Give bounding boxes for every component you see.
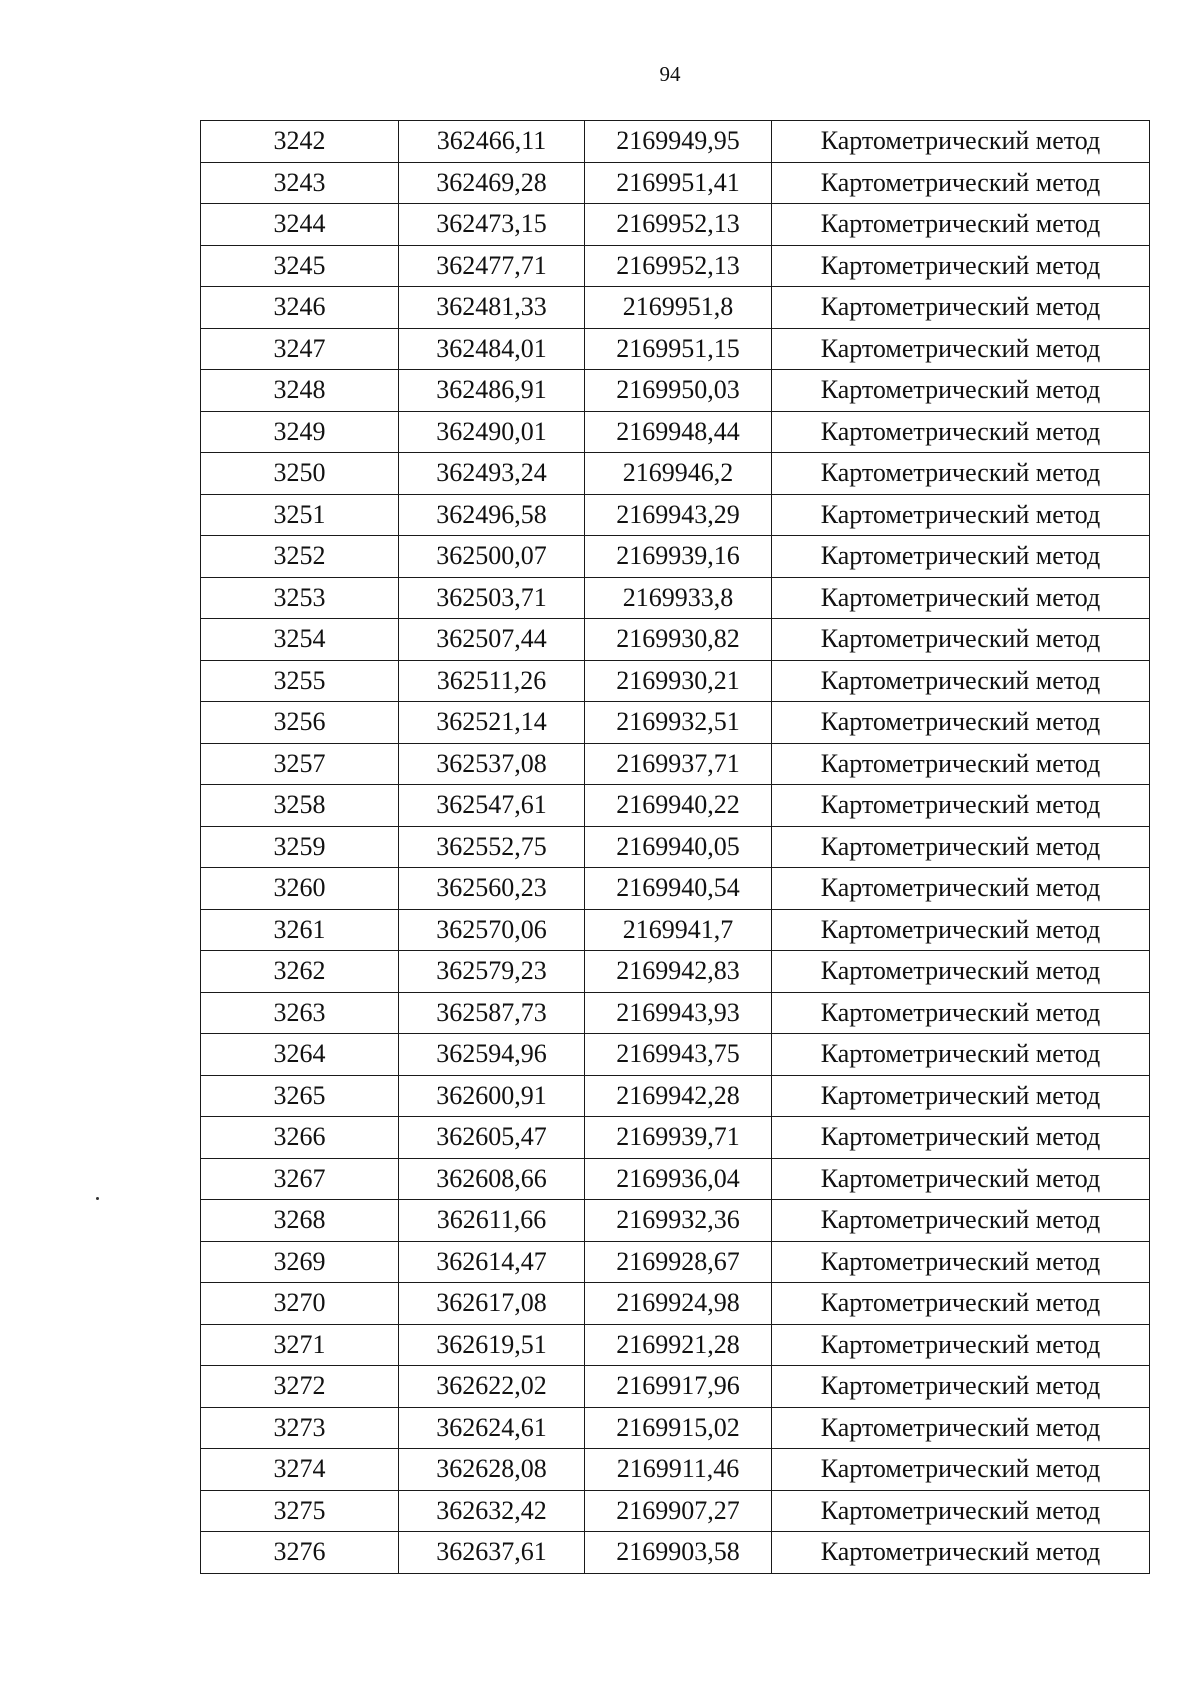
table-row [201, 1532, 1150, 1574]
x-coordinate-cell: 362466,11 [399, 121, 585, 163]
point-number-cell: 3243 [201, 162, 399, 204]
x-coordinate-cell: 362587,73 [399, 992, 585, 1034]
table-row [201, 992, 1150, 1034]
method-cell: Картометрический метод [772, 951, 1150, 993]
point-number-cell: 3257 [201, 743, 399, 785]
method-cell: Картометрический метод [772, 619, 1150, 661]
method-cell: Картометрический метод [772, 909, 1150, 951]
page-number: 94 [659, 62, 681, 86]
point-number-cell: 3267 [201, 1158, 399, 1200]
x-coordinate-cell: 362552,75 [399, 826, 585, 868]
method-cell: Картометрический метод [772, 785, 1150, 827]
y-coordinate-cell: 2169936,04 [585, 1158, 772, 1200]
y-coordinate-cell: 2169939,71 [585, 1117, 772, 1159]
table-row [201, 1407, 1150, 1449]
y-coordinate-cell: 2169946,2 [585, 453, 772, 495]
method-cell: Картометрический метод [772, 328, 1150, 370]
method-cell: Картометрический метод [772, 1117, 1150, 1159]
y-coordinate-cell: 2169951,8 [585, 287, 772, 329]
y-coordinate-cell: 2169911,46 [585, 1449, 772, 1491]
x-coordinate-cell: 362628,08 [399, 1449, 585, 1491]
table-row [201, 660, 1150, 702]
y-coordinate-cell: 2169942,28 [585, 1075, 772, 1117]
table-row [201, 1200, 1150, 1242]
point-number-cell: 3273 [201, 1407, 399, 1449]
x-coordinate-cell: 362579,23 [399, 951, 585, 993]
y-coordinate-cell: 2169924,98 [585, 1283, 772, 1325]
point-number-cell: 3275 [201, 1490, 399, 1532]
method-cell: Картометрический метод [772, 743, 1150, 785]
method-cell: Картометрический метод [772, 992, 1150, 1034]
y-coordinate-cell: 2169928,67 [585, 1241, 772, 1283]
method-cell: Картометрический метод [772, 204, 1150, 246]
point-number-cell: 3268 [201, 1200, 399, 1242]
y-coordinate-cell: 2169932,36 [585, 1200, 772, 1242]
method-cell: Картометрический метод [772, 1324, 1150, 1366]
x-coordinate-cell: 362622,02 [399, 1366, 585, 1408]
x-coordinate-cell: 362486,91 [399, 370, 585, 412]
y-coordinate-cell: 2169951,15 [585, 328, 772, 370]
table-row [201, 494, 1150, 536]
x-coordinate-cell: 362605,47 [399, 1117, 585, 1159]
y-coordinate-cell: 2169930,82 [585, 619, 772, 661]
point-number-cell: 3250 [201, 453, 399, 495]
x-coordinate-cell: 362600,91 [399, 1075, 585, 1117]
table-row [201, 536, 1150, 578]
x-coordinate-cell: 362614,47 [399, 1241, 585, 1283]
y-coordinate-cell: 2169907,27 [585, 1490, 772, 1532]
y-coordinate-cell: 2169951,41 [585, 162, 772, 204]
method-cell: Картометрический метод [772, 1407, 1150, 1449]
method-cell: Картометрический метод [772, 1449, 1150, 1491]
table-row [201, 245, 1150, 287]
y-coordinate-cell: 2169943,29 [585, 494, 772, 536]
x-coordinate-cell: 362521,14 [399, 702, 585, 744]
point-number-cell: 3261 [201, 909, 399, 951]
point-number-cell: 3269 [201, 1241, 399, 1283]
point-number-cell: 3255 [201, 660, 399, 702]
table-row [201, 453, 1150, 495]
coordinates-table-body [201, 121, 1150, 1574]
point-number-cell: 3245 [201, 245, 399, 287]
point-number-cell: 3254 [201, 619, 399, 661]
y-coordinate-cell: 2169952,13 [585, 204, 772, 246]
x-coordinate-cell: 362477,71 [399, 245, 585, 287]
scan-speck [96, 1197, 99, 1200]
x-coordinate-cell: 362493,24 [399, 453, 585, 495]
table-row [201, 1283, 1150, 1325]
method-cell: Картометрический метод [772, 162, 1150, 204]
x-coordinate-cell: 362469,28 [399, 162, 585, 204]
point-number-cell: 3252 [201, 536, 399, 578]
y-coordinate-cell: 2169937,71 [585, 743, 772, 785]
point-number-cell: 3251 [201, 494, 399, 536]
table-row [201, 702, 1150, 744]
x-coordinate-cell: 362619,51 [399, 1324, 585, 1366]
point-number-cell: 3259 [201, 826, 399, 868]
x-coordinate-cell: 362537,08 [399, 743, 585, 785]
table-row [201, 577, 1150, 619]
point-number-cell: 3242 [201, 121, 399, 163]
table-row [201, 1366, 1150, 1408]
table-row [201, 162, 1150, 204]
x-coordinate-cell: 362511,26 [399, 660, 585, 702]
table-row [201, 121, 1150, 163]
point-number-cell: 3265 [201, 1075, 399, 1117]
method-cell: Картометрический метод [772, 826, 1150, 868]
table-row [201, 204, 1150, 246]
method-cell: Картометрический метод [772, 536, 1150, 578]
point-number-cell: 3263 [201, 992, 399, 1034]
point-number-cell: 3266 [201, 1117, 399, 1159]
method-cell: Картометрический метод [772, 245, 1150, 287]
x-coordinate-cell: 362503,71 [399, 577, 585, 619]
x-coordinate-cell: 362624,61 [399, 1407, 585, 1449]
x-coordinate-cell: 362507,44 [399, 619, 585, 661]
method-cell: Картометрический метод [772, 1158, 1150, 1200]
point-number-cell: 3274 [201, 1449, 399, 1491]
point-number-cell: 3244 [201, 204, 399, 246]
table-row [201, 411, 1150, 453]
table-row [201, 1034, 1150, 1076]
y-coordinate-cell: 2169930,21 [585, 660, 772, 702]
point-number-cell: 3248 [201, 370, 399, 412]
method-cell: Картометрический метод [772, 1075, 1150, 1117]
y-coordinate-cell: 2169933,8 [585, 577, 772, 619]
x-coordinate-cell: 362637,61 [399, 1532, 585, 1574]
y-coordinate-cell: 2169941,7 [585, 909, 772, 951]
y-coordinate-cell: 2169949,95 [585, 121, 772, 163]
table-row [201, 1158, 1150, 1200]
table-row [201, 370, 1150, 412]
method-cell: Картометрический метод [772, 1490, 1150, 1532]
point-number-cell: 3247 [201, 328, 399, 370]
table-row [201, 826, 1150, 868]
point-number-cell: 3249 [201, 411, 399, 453]
y-coordinate-cell: 2169943,75 [585, 1034, 772, 1076]
method-cell: Картометрический метод [772, 1283, 1150, 1325]
table-row [201, 1324, 1150, 1366]
y-coordinate-cell: 2169939,16 [585, 536, 772, 578]
y-coordinate-cell: 2169932,51 [585, 702, 772, 744]
x-coordinate-cell: 362490,01 [399, 411, 585, 453]
x-coordinate-cell: 362617,08 [399, 1283, 585, 1325]
x-coordinate-cell: 362632,42 [399, 1490, 585, 1532]
method-cell: Картометрический метод [772, 453, 1150, 495]
x-coordinate-cell: 362611,66 [399, 1200, 585, 1242]
y-coordinate-cell: 2169915,02 [585, 1407, 772, 1449]
method-cell: Картометрический метод [772, 660, 1150, 702]
x-coordinate-cell: 362484,01 [399, 328, 585, 370]
method-cell: Картометрический метод [772, 1366, 1150, 1408]
point-number-cell: 3272 [201, 1366, 399, 1408]
table-row [201, 1449, 1150, 1491]
y-coordinate-cell: 2169940,54 [585, 868, 772, 910]
y-coordinate-cell: 2169940,05 [585, 826, 772, 868]
x-coordinate-cell: 362481,33 [399, 287, 585, 329]
x-coordinate-cell: 362560,23 [399, 868, 585, 910]
method-cell: Картометрический метод [772, 1034, 1150, 1076]
x-coordinate-cell: 362500,07 [399, 536, 585, 578]
x-coordinate-cell: 362473,15 [399, 204, 585, 246]
y-coordinate-cell: 2169942,83 [585, 951, 772, 993]
table-row [201, 951, 1150, 993]
x-coordinate-cell: 362608,66 [399, 1158, 585, 1200]
x-coordinate-cell: 362496,58 [399, 494, 585, 536]
y-coordinate-cell: 2169917,96 [585, 1366, 772, 1408]
table-row [201, 1490, 1150, 1532]
table-row [201, 1241, 1150, 1283]
point-number-cell: 3260 [201, 868, 399, 910]
point-number-cell: 3271 [201, 1324, 399, 1366]
y-coordinate-cell: 2169921,28 [585, 1324, 772, 1366]
method-cell: Картометрический метод [772, 1532, 1150, 1574]
point-number-cell: 3276 [201, 1532, 399, 1574]
method-cell: Картометрический метод [772, 370, 1150, 412]
x-coordinate-cell: 362594,96 [399, 1034, 585, 1076]
table-row [201, 868, 1150, 910]
point-number-cell: 3258 [201, 785, 399, 827]
y-coordinate-cell: 2169952,13 [585, 245, 772, 287]
method-cell: Картометрический метод [772, 121, 1150, 163]
method-cell: Картометрический метод [772, 577, 1150, 619]
method-cell: Картометрический метод [772, 411, 1150, 453]
y-coordinate-cell: 2169948,44 [585, 411, 772, 453]
table-row [201, 287, 1150, 329]
point-number-cell: 3246 [201, 287, 399, 329]
table-row [201, 1117, 1150, 1159]
point-number-cell: 3256 [201, 702, 399, 744]
x-coordinate-cell: 362570,06 [399, 909, 585, 951]
table-row [201, 785, 1150, 827]
x-coordinate-cell: 362547,61 [399, 785, 585, 827]
method-cell: Картометрический метод [772, 868, 1150, 910]
table-row [201, 1075, 1150, 1117]
method-cell: Картометрический метод [772, 494, 1150, 536]
point-number-cell: 3262 [201, 951, 399, 993]
method-cell: Картометрический метод [772, 1241, 1150, 1283]
table-row [201, 328, 1150, 370]
y-coordinate-cell: 2169943,93 [585, 992, 772, 1034]
method-cell: Картометрический метод [772, 287, 1150, 329]
table-row [201, 743, 1150, 785]
y-coordinate-cell: 2169903,58 [585, 1532, 772, 1574]
method-cell: Картометрический метод [772, 1200, 1150, 1242]
table-row [201, 909, 1150, 951]
y-coordinate-cell: 2169940,22 [585, 785, 772, 827]
point-number-cell: 3253 [201, 577, 399, 619]
table-row [201, 619, 1150, 661]
coordinates-table [200, 120, 1150, 1574]
point-number-cell: 3270 [201, 1283, 399, 1325]
y-coordinate-cell: 2169950,03 [585, 370, 772, 412]
method-cell: Картометрический метод [772, 702, 1150, 744]
point-number-cell: 3264 [201, 1034, 399, 1076]
